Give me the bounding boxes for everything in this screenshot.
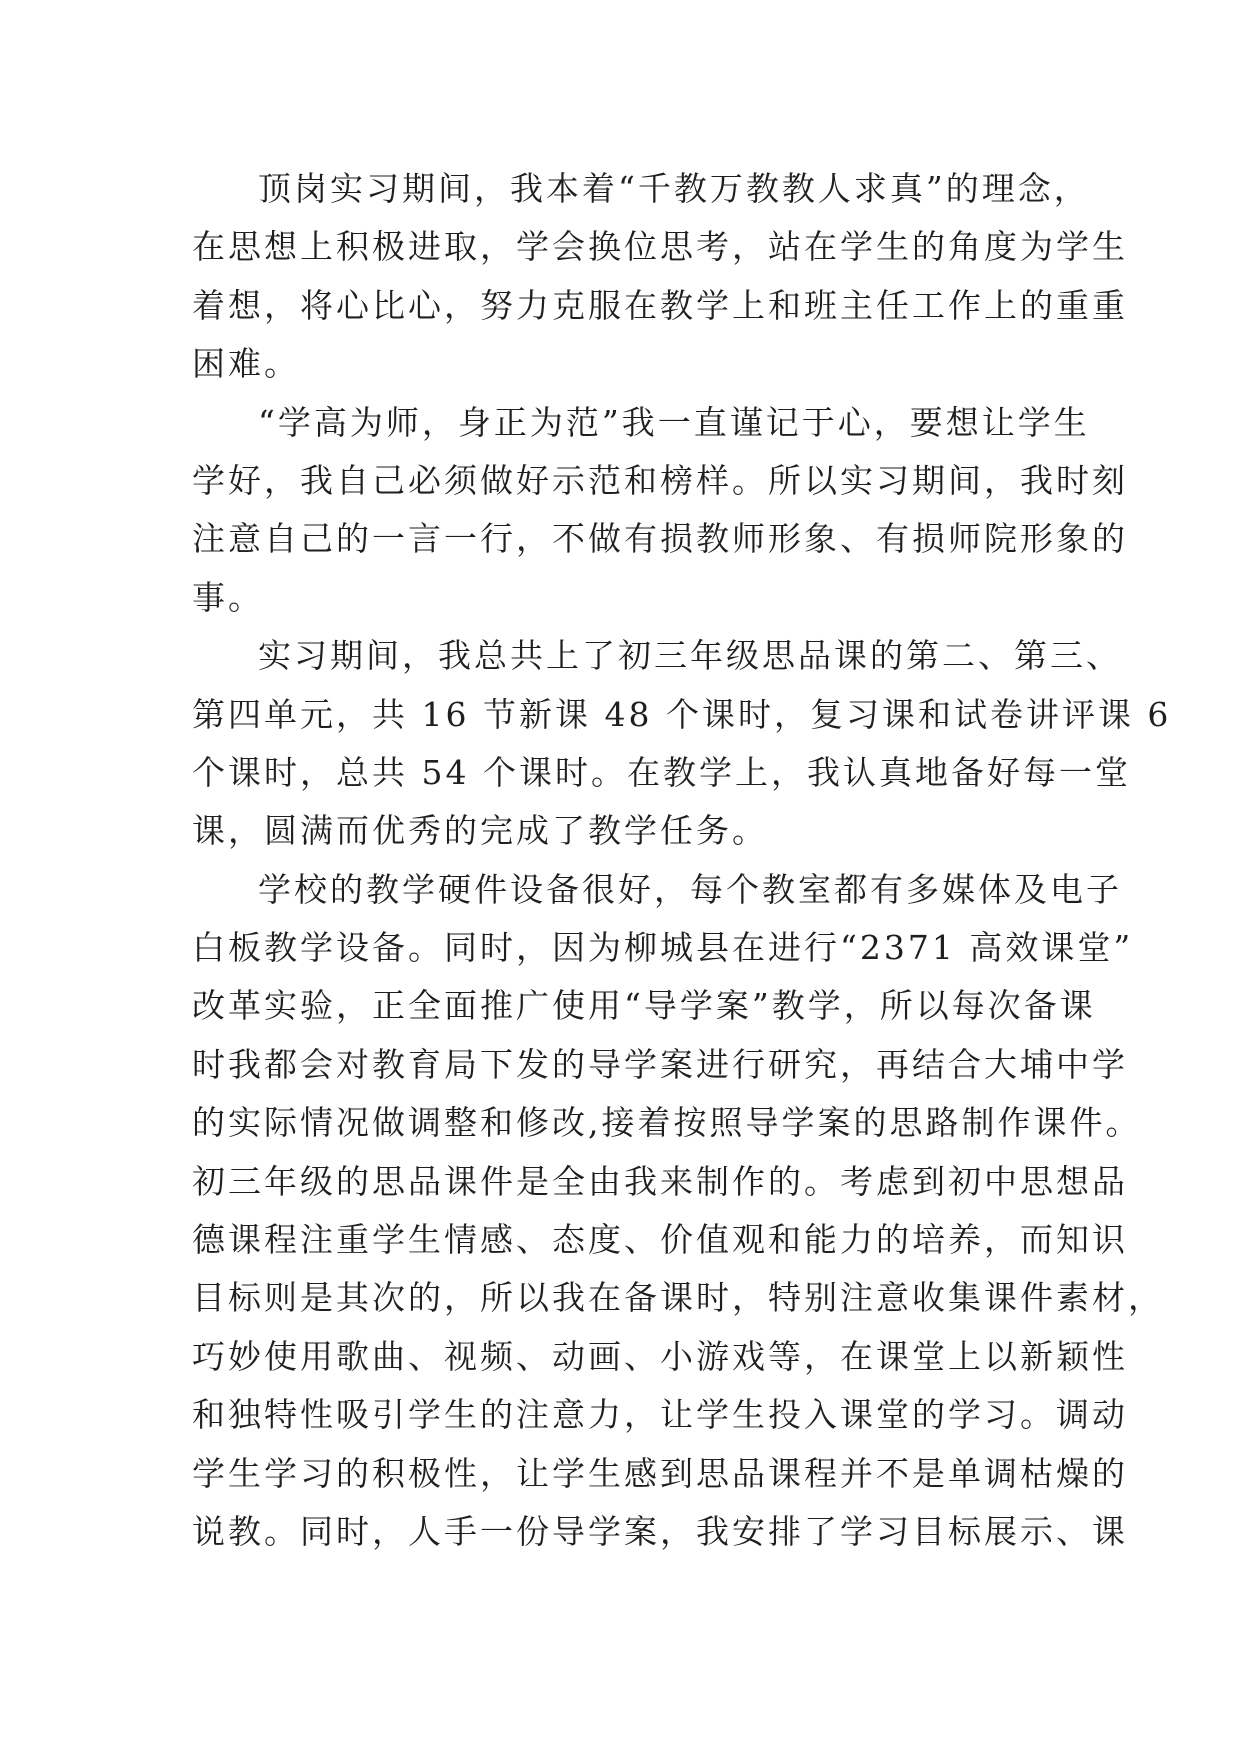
paragraph-1-line-2: 在思想上积极进取，学会换位思考，站在学生的角度为学生 (192, 227, 1128, 267)
paragraph-4-line-1: 学校的教学硬件设备很好，每个教室都有多媒体及电子 (258, 869, 1122, 909)
paragraph-1-line-1: 顶岗实习期间，我本着“千教万教教人求真”的理念， (258, 169, 1090, 208)
paragraph-4-line-4: 时我都会对教育局下发的导学案进行研究，再结合大埔中学 (192, 1044, 1128, 1084)
paragraph-4-line-7: 德课程注重学生情感、态度、价值观和能力的培养，而知识 (192, 1220, 1128, 1260)
paragraph-3-line-2: 第四单元，共 16 节新课 48 个课时，复习课和试卷讲评课 6 (192, 694, 1172, 734)
paragraph-4-line-12: 说教。同时，人手一份导学案，我安排了学习目标展示、课 (192, 1511, 1128, 1551)
paragraph-4-line-6: 初三年级的思品课件是全由我来制作的。考虑到初中思想品 (192, 1161, 1128, 1201)
paragraph-4-line-3: 改革实验，正全面推广使用“导学案”教学，所以每次备课 (192, 986, 1096, 1026)
paragraph-2-line-1: “学高为师，身正为范”我一直谨记于心，要想让学生 (258, 402, 1090, 442)
paragraph-3-line-1: 实习期间，我总共上了初三年级思品课的第二、第三、 (258, 636, 1122, 676)
paragraph-4-line-8: 目标则是其次的，所以我在备课时，特别注意收集课件素材， (192, 1278, 1164, 1318)
paragraph-4-line-2: 白板教学设备。同时，因为柳城县在进行“2371 高效课堂” (192, 928, 1134, 968)
paragraph-3-line-4: 课，圆满而优秀的完成了教学任务。 (192, 811, 768, 851)
paragraph-4-line-10: 和独特性吸引学生的注意力，让学生投入课堂的学习。调动 (192, 1395, 1128, 1435)
paragraph-2-line-3: 注意自己的一言一行，不做有损教师形象、有损师院形象的 (192, 519, 1128, 559)
paragraph-3-line-3: 个课时，总共 54 个课时。在教学上，我认真地备好每一堂 (192, 752, 1131, 792)
paragraph-4-line-11: 学生学习的积极性，让学生感到思品课程并不是单调枯燥的 (192, 1453, 1128, 1493)
paragraph-1-line-3: 着想，将心比心，努力克服在教学上和班主任工作上的重重 (192, 285, 1128, 325)
paragraph-2-line-2: 学好，我自己必须做好示范和榜样。所以实习期间，我时刻 (192, 460, 1128, 500)
paragraph-2-line-4: 事。 (192, 577, 264, 617)
paragraph-4-line-5: 的实际情况做调整和修改,接着按照导学案的思路制作课件。 (192, 1103, 1142, 1143)
document-body (192, 160, 1172, 1561)
paragraph-1-line-4: 困难。 (192, 344, 300, 384)
paragraph-4-line-9: 巧妙使用歌曲、视频、动画、小游戏等，在课堂上以新颖性 (192, 1336, 1128, 1376)
